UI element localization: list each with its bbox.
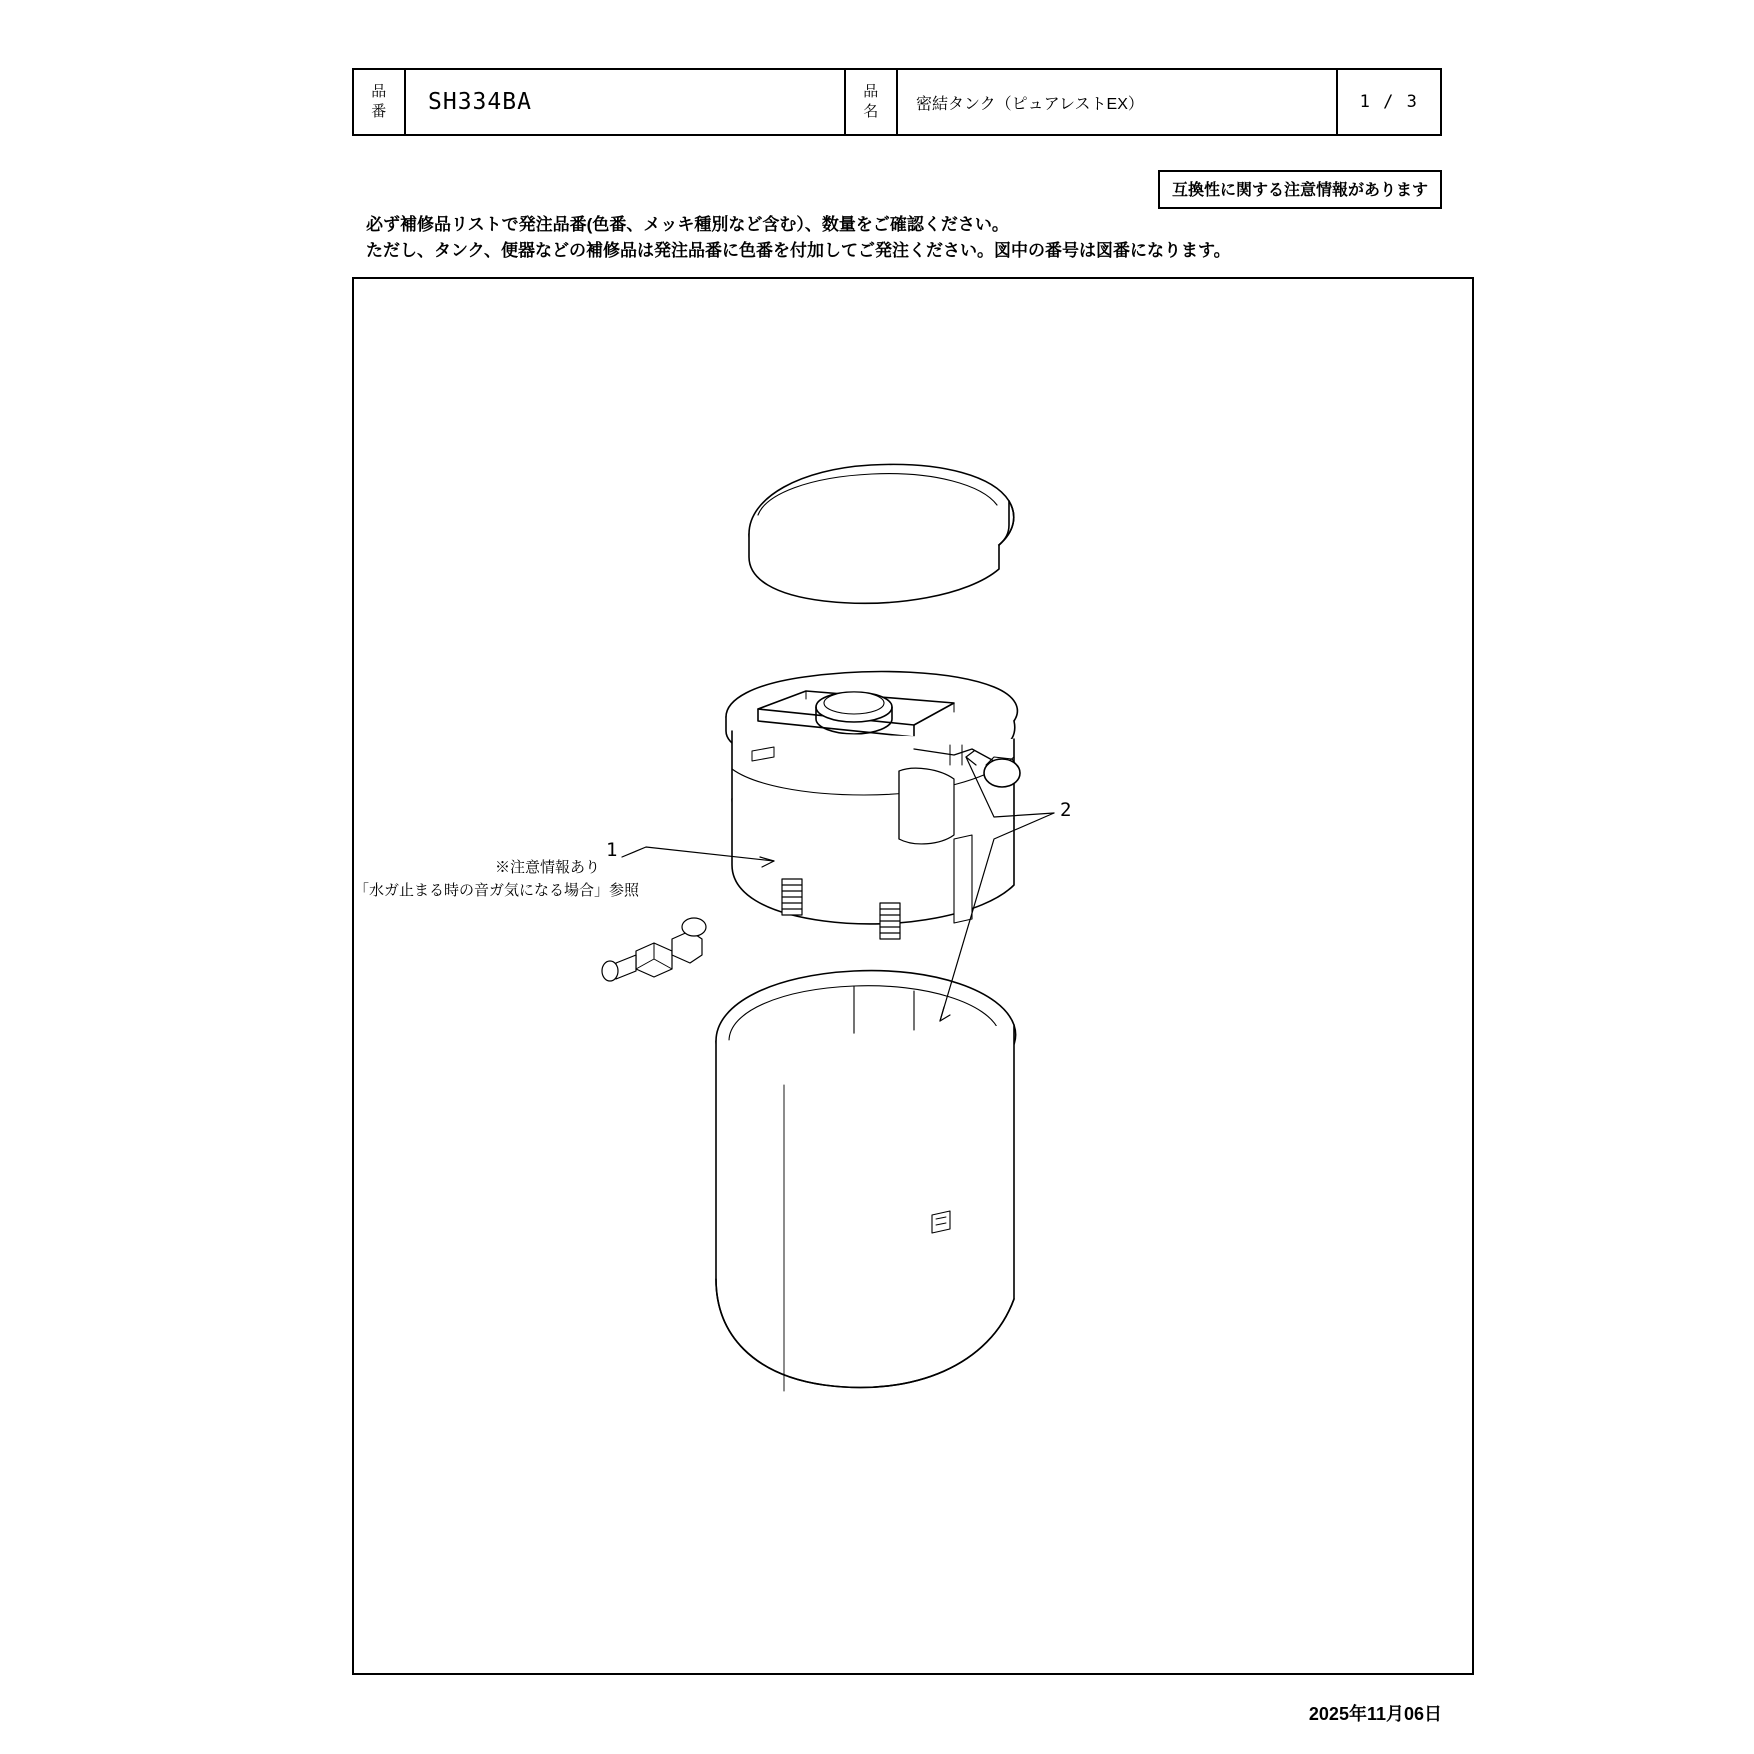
product-code-value: SH334BA xyxy=(406,70,846,134)
tank-body-part xyxy=(716,971,1016,1391)
compatibility-notice: 互換性に関する注意情報があります xyxy=(1158,170,1442,209)
callout-label-1: 1 xyxy=(606,839,618,861)
instructions-block xyxy=(366,212,1231,265)
callout-label-2: 2 xyxy=(1060,799,1072,821)
product-name-label-char-2: 名 xyxy=(863,103,879,120)
page-number: 1 / 3 xyxy=(1359,92,1419,112)
instruction-line-1: 必ず補修品リストで発注品番(色番、メッキ種別など含む）、数量をご確認ください。 xyxy=(366,215,1009,234)
product-name-value: 密結タンク（ピュアレストEX） xyxy=(898,70,1338,134)
drawing-frame xyxy=(352,277,1474,1675)
product-name-label-char-1: 品 xyxy=(863,82,879,100)
attention-note xyxy=(354,857,640,902)
connector-valve-part xyxy=(602,918,706,981)
tank-lid-part xyxy=(749,464,1014,603)
document-date: 2025年11月06日 xyxy=(1308,1704,1442,1724)
instruction-line-2: ただし、タンク、便器などの補修品は発注品番に色番を付加してご発注ください。図中の番号は図番になります。 xyxy=(366,241,1231,261)
product-code-label-char-1: 品 xyxy=(371,82,387,100)
attention-note-line-1: ※注意情報あり xyxy=(494,859,600,876)
header-table xyxy=(352,68,1442,136)
product-name-label xyxy=(846,70,898,134)
product-code-label xyxy=(354,70,406,134)
exploded-diagram xyxy=(354,279,1474,1675)
product-code-label-char-2: 番 xyxy=(371,103,387,120)
attention-note-line-2: 「水ガ止まる時の音ガ気になる場合」参照 xyxy=(354,881,640,899)
